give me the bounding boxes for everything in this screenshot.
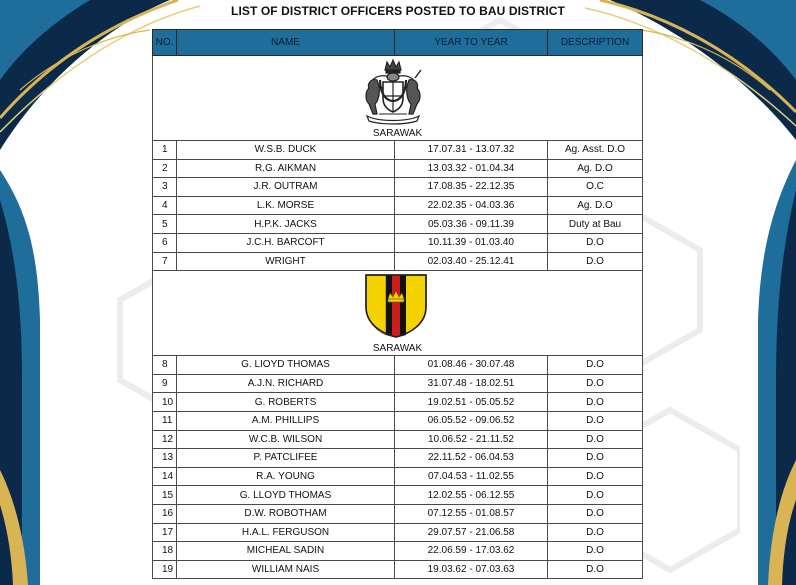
cell-name: W.S.B. DUCK: [177, 141, 395, 160]
royal-coat-of-arms-icon: [353, 58, 433, 126]
page-title: LIST OF DISTRICT OFFICERS POSTED TO BAU DISTRICT: [231, 4, 565, 18]
cell-description: D.O: [548, 374, 643, 393]
cell-name: J.C.H. BARCOFT: [177, 233, 395, 252]
table-row: [153, 467, 643, 486]
table-row: [153, 374, 643, 393]
cell-name: WILLIAM NAIS: [177, 560, 395, 579]
cell-no: 13: [153, 449, 177, 468]
cell-no: 18: [153, 542, 177, 561]
cell-description: D.O: [548, 467, 643, 486]
table-row: [153, 449, 643, 468]
table-row: [153, 141, 643, 160]
cell-name: A.M. PHILLIPS: [177, 411, 395, 430]
table-row: [153, 356, 643, 375]
cell-years: 07.04.53 - 11.02.55: [395, 467, 548, 486]
table-row: [153, 430, 643, 449]
cell-name: A.J.N. RICHARD: [177, 374, 395, 393]
cell-no: 11: [153, 411, 177, 430]
table-row: [153, 523, 643, 542]
cell-no: 19: [153, 560, 177, 579]
column-header-name: NAME: [177, 30, 395, 56]
table-row: [153, 411, 643, 430]
cell-no: 5: [153, 215, 177, 234]
cell-no: 4: [153, 196, 177, 215]
cell-description: D.O: [548, 504, 643, 523]
cell-description: D.O: [548, 411, 643, 430]
cell-name: R.A. YOUNG: [177, 467, 395, 486]
cell-years: 19.02.51 - 05.05.52: [395, 393, 548, 412]
cell-no: 2: [153, 159, 177, 178]
cell-years: 01.08.46 - 30.07.48: [395, 356, 548, 375]
cell-name: P. PATCLIFEE: [177, 449, 395, 468]
cell-description: D.O: [548, 393, 643, 412]
table-row: [153, 560, 643, 579]
cell-description: O.C: [548, 178, 643, 197]
cell-years: 17.07.31 - 13.07.32: [395, 141, 548, 160]
cell-years: 06.05.52 - 09.06.52: [395, 411, 548, 430]
cell-name: L.K. MORSE: [177, 196, 395, 215]
section-pre-war: [153, 56, 643, 271]
cell-name: R.G. AIKMAN: [177, 159, 395, 178]
cell-description: D.O: [548, 233, 643, 252]
cell-description: Ag. D.O: [548, 196, 643, 215]
table-row: [153, 393, 643, 412]
cell-description: D.O: [548, 430, 643, 449]
cell-name: G. LIOYD THOMAS: [177, 356, 395, 375]
emblem-label: SARAWAK: [372, 128, 423, 139]
cell-no: 10: [153, 393, 177, 412]
cell-years: 22.02.35 - 04.03.36: [395, 196, 548, 215]
cell-years: 31.07.48 - 18.02.51: [395, 374, 548, 393]
table-row: [153, 233, 643, 252]
column-header-years: YEAR TO YEAR: [395, 30, 548, 56]
cell-name: J.R. OUTRAM: [177, 178, 395, 197]
cell-years: 02.03.40 - 25.12.41: [395, 252, 548, 271]
table-row: [153, 178, 643, 197]
cell-no: 3: [153, 178, 177, 197]
cell-years: 29.07.57 - 21.06.58: [395, 523, 548, 542]
cell-no: 15: [153, 486, 177, 505]
cell-no: 1: [153, 141, 177, 160]
column-header-description: DESCRIPTION: [548, 30, 643, 56]
cell-description: D.O: [548, 560, 643, 579]
cell-description: D.O: [548, 523, 643, 542]
cell-description: D.O: [548, 486, 643, 505]
emblem-row: [153, 271, 643, 356]
cell-description: D.O: [548, 449, 643, 468]
cell-description: D.O: [548, 356, 643, 375]
cell-no: 12: [153, 430, 177, 449]
cell-years: 19.03.62 - 07.03.63: [395, 560, 548, 579]
table-row: [153, 486, 643, 505]
cell-description: Duty at Bau: [548, 215, 643, 234]
emblem-row: [153, 56, 643, 141]
cell-years: 12.02.55 - 06.12.55: [395, 486, 548, 505]
cell-name: WRIGHT: [177, 252, 395, 271]
cell-name: D.W. ROBOTHAM: [177, 504, 395, 523]
cell-years: 10.11.39 - 01.03.40: [395, 233, 548, 252]
cell-years: 07.12.55 - 01.08.57: [395, 504, 548, 523]
cell-years: 22.11.52 - 06.04.53: [395, 449, 548, 468]
emblem-cell: [153, 271, 643, 356]
cell-name: H.A.L. FERGUSON: [177, 523, 395, 542]
cell-no: 7: [153, 252, 177, 271]
cell-years: 10.06.52 - 21.11.52: [395, 430, 548, 449]
cell-description: Ag. D.O: [548, 159, 643, 178]
cell-name: W.C.B. WILSON: [177, 430, 395, 449]
cell-description: D.O: [548, 542, 643, 561]
cell-years: 17.08.35 - 22.12.35: [395, 178, 548, 197]
sarawak-shield-icon: [364, 273, 428, 339]
cell-name: G. LLOYD THOMAS: [177, 486, 395, 505]
table-row: [153, 196, 643, 215]
cell-no: 14: [153, 467, 177, 486]
cell-name: MICHEAL SADIN: [177, 542, 395, 561]
cell-name: G. ROBERTS: [177, 393, 395, 412]
cell-name: H.P.K. JACKS: [177, 215, 395, 234]
cell-no: 9: [153, 374, 177, 393]
cell-no: 17: [153, 523, 177, 542]
emblem-label: SARAWAK: [372, 343, 423, 355]
right-band: [740, 140, 796, 585]
cell-no: 8: [153, 356, 177, 375]
cell-description: D.O: [548, 252, 643, 271]
table-row: [153, 504, 643, 523]
cell-no: 16: [153, 504, 177, 523]
emblem-cell: [153, 56, 643, 141]
table-row: [153, 252, 643, 271]
left-band: [0, 150, 60, 585]
table-header-row: [153, 30, 643, 56]
table-row: [153, 215, 643, 234]
officers-table: [152, 29, 643, 579]
cell-years: 13.03.32 - 01.04.34: [395, 159, 548, 178]
cell-years: 05.03.36 - 09.11.39: [395, 215, 548, 234]
column-header-no: NO.: [153, 30, 177, 56]
cell-no: 6: [153, 233, 177, 252]
table-row: [153, 542, 643, 561]
cell-description: Ag. Asst. D.O: [548, 141, 643, 160]
section-post-war: [153, 271, 643, 579]
table-row: [153, 159, 643, 178]
cell-years: 22.06.59 - 17.03.62: [395, 542, 548, 561]
